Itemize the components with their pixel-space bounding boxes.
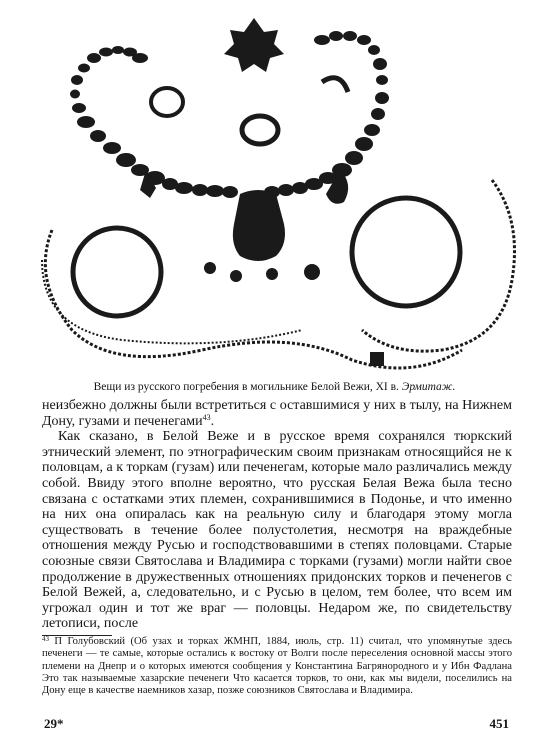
figure-caption xyxy=(0,380,549,394)
page-number: 451 xyxy=(489,716,509,731)
central-pendant xyxy=(233,190,285,261)
caption-museum: Эрмитаж. xyxy=(401,381,456,393)
bell-pendant xyxy=(266,268,278,280)
cross-pendant xyxy=(224,18,284,72)
grave-goods-image xyxy=(22,10,527,375)
paragraph-text: неизбежно должны были встретиться с оставшимися у них в тылу, на Нижнем Дону, гузами и печенегами xyxy=(42,398,512,429)
main-text xyxy=(42,398,512,632)
artifact-photograph xyxy=(22,10,527,375)
bracelet-left xyxy=(73,228,161,316)
temple-ring xyxy=(151,88,183,116)
footnote-number: 43 xyxy=(42,635,49,643)
right-bead-string xyxy=(264,31,389,204)
bell-pendant xyxy=(304,264,320,280)
signature-mark: 29* xyxy=(44,716,64,731)
paragraph xyxy=(42,429,512,632)
bell-pendant xyxy=(230,270,242,282)
temple-ring xyxy=(322,78,348,92)
footnote-author: П Голубовский xyxy=(54,636,126,647)
paragraph xyxy=(42,398,512,429)
caption-text: Вещи из русского погребения в могильнике Белой Вежи, XI в. xyxy=(93,381,399,393)
bead-string-inner xyxy=(42,260,302,343)
bell-pendant xyxy=(204,262,216,274)
left-bead-string xyxy=(70,46,238,198)
paragraph-text: Как сказано, в Белой Веже и в русское время сохранялся тюркский этнический элемент, по этнографическим своим признакам относящийся не к половцам, а к торкам (гузам) или печенегам, которые мало различались между собой. Ввиду этого вполне вероятно, что русская Белая Вежа была тесно связана с остатками этих племен, сохранившимися в Подонье, и что именно на них она опиралась как на реальную силу и благодаря этому могла существовать в течение более полустолетия, несмотря на враждебные отношения между Русью и господствовавшими в степях половцами. Старые союзные связи Святослава и Владимира с торками (гузами) могли найти свое продолжение в дружественных отношениях придонских торков и печенегов с Белой Вежей, а, следовательно, и с Русью в целом, тем более, что всем им угрожал один и тот же враг — половцы. Недаром же, по свидетельству летописи, после xyxy=(42,429,512,632)
footnote-ref: 43 xyxy=(202,412,211,422)
ring xyxy=(242,116,278,144)
footnote-text: (Об узах и торках ЖМНП, 1884, июль, стр. 11) считал, что упомянутые здесь печенеги — те самые, которые остались к востоку от Волги после переселения основной массы этого племени на Днепр и о которых имеются сообщения у Константина Багрянородного и у Ибн Фадлана Это так называемые хазарские печенеги Что касается торков, то они, как мы видели, поселились на Дону еще в качестве наемников хазар, позже союзников Святослава и Владимира. xyxy=(42,636,512,697)
small-square-artifact xyxy=(370,352,384,366)
bracelet-right xyxy=(352,198,460,306)
footnote xyxy=(42,636,512,697)
paragraph-end: . xyxy=(210,413,215,429)
